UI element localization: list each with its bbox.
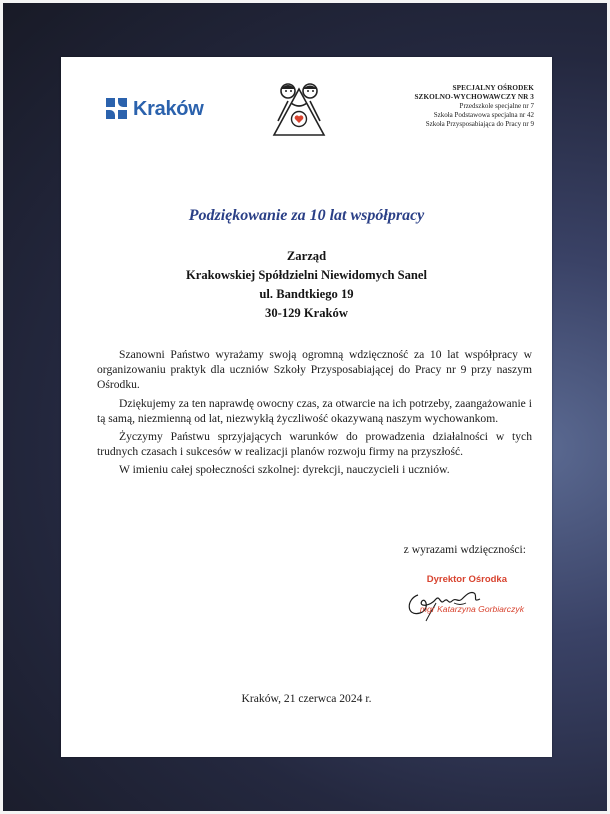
signature-stamp-name: mgr Katarzyna Gorbiarczyk — [419, 604, 524, 614]
letter-date: Kraków, 21 czerwca 2024 r. — [241, 692, 372, 705]
body-paragraph-1: Szanowni Państwo wyrażamy swoją ogromną wdzięczność za 10 lat współpracy w organizowaniu praktyk dla uczniów Szkoły Przysposabiającej do Pracy nr 9 przy naszym Ośrodku. — [97, 348, 532, 392]
letter-body — [97, 347, 532, 481]
school-unit-line-3: Szkoła Przysposabiająca do Pracy nr 9 — [425, 120, 534, 128]
school-unit-line-2: Szkoła Podstawowa specjalna nr 42 — [433, 111, 534, 119]
body-paragraph-3: Życzymy Państwu sprzyjających warunków do prowadzenia działalności w tych trudnych czasach i sukcesów w realizacji planów rozwoju firmy na przyszłość. — [97, 430, 532, 459]
school-emblem-icon — [264, 79, 334, 141]
school-name-line-1: SPECJALNY OŚRODEK — [452, 84, 534, 92]
closing-regards: z wyrazami wdzięczności: — [403, 543, 526, 556]
school-header — [334, 84, 534, 129]
recipient-line: 30-129 Kraków — [265, 306, 348, 320]
body-paragraph-2: Dziękujemy za ten naprawdę owocny czas, za otwarcie na ich potrzeby, zaangażowanie i tą samą, niezmienną od lat, niezwykłą życzliwość okazywaną naszym wychowankom. — [97, 396, 532, 425]
recipient-line: Krakowskiej Spółdzielni Niewidomych Sanel — [185, 268, 428, 282]
krakow-logo — [106, 98, 203, 120]
school-unit-line-1: Przedszkole specjalne nr 7 — [459, 102, 534, 110]
letter-sheet — [61, 57, 552, 757]
body-paragraph-4: W imieniu całej społeczności szkolnej: dyrekcji, nauczycieli i uczniów. — [119, 463, 450, 477]
school-name-line-2: SZKOLNO-WYCHOWAWCZY NR 3 — [414, 93, 534, 101]
recipient-address — [61, 247, 552, 323]
handwritten-signature-icon — [396, 577, 496, 625]
signature-stamp-role: Dyrektor Ośrodka — [426, 574, 507, 585]
letter-title: Podziękowanie za 10 lat współpracy — [188, 207, 425, 224]
recipient-line: ul. Bandtkiego 19 — [259, 287, 354, 301]
recipient-line: Zarząd — [286, 249, 327, 263]
krakow-logo-text: Kraków — [133, 97, 204, 120]
krakow-logo-icon — [106, 98, 128, 120]
